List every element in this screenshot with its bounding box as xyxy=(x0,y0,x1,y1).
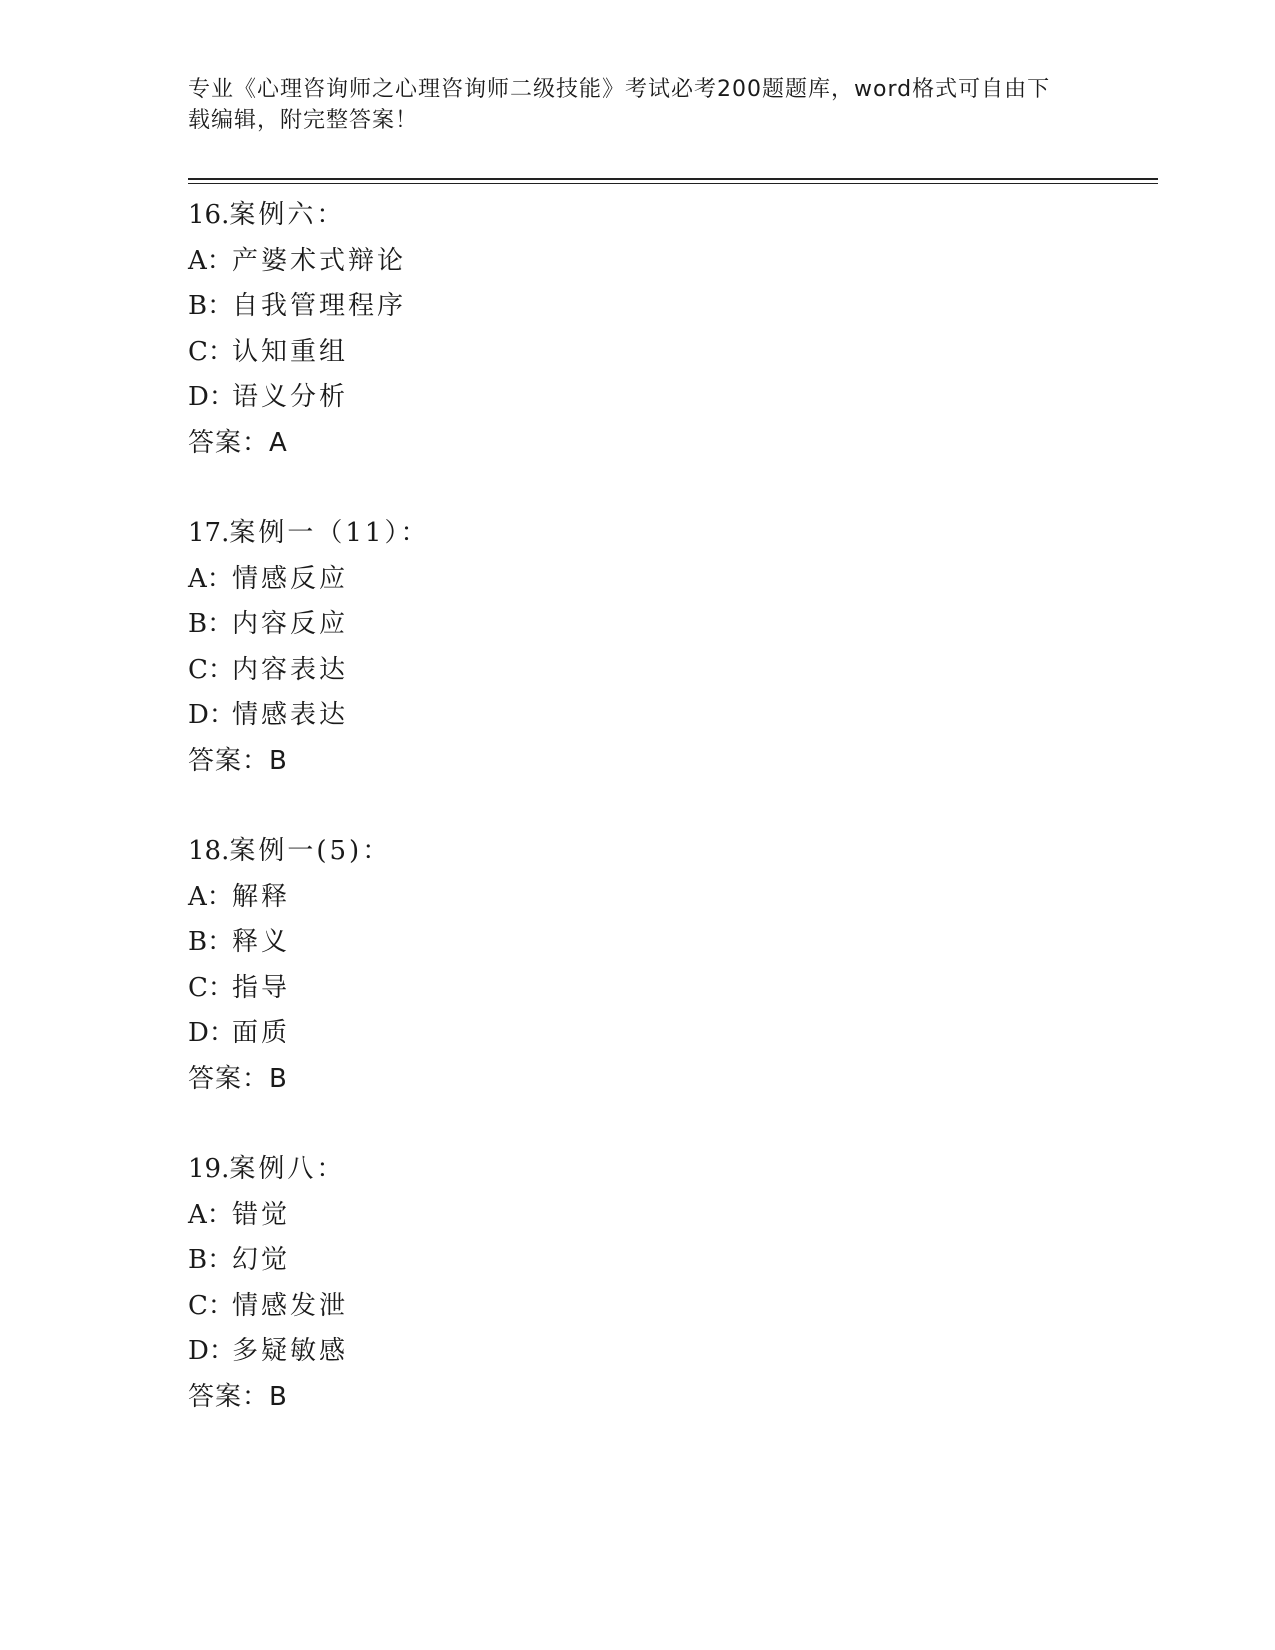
option-letter: A： xyxy=(188,881,233,912)
option-text: 多疑敏感 xyxy=(232,1336,349,1366)
option-letter: C： xyxy=(188,654,234,685)
question-19 xyxy=(188,1147,1148,1420)
question-text: 案例六： xyxy=(229,200,346,230)
option-text: 情感发泄 xyxy=(232,1290,349,1321)
question-list xyxy=(188,193,1148,1465)
option-a xyxy=(188,239,1148,285)
option-text: 内容表达 xyxy=(232,654,349,685)
question-number: 16. xyxy=(188,200,230,230)
answer-line: 答案：B xyxy=(188,1381,288,1412)
option-d xyxy=(188,693,1148,739)
option-letter: C： xyxy=(188,1290,234,1321)
question-stem xyxy=(188,511,1148,557)
question-text: 案例一(5)： xyxy=(229,836,392,866)
option-letter: B： xyxy=(188,927,234,957)
option-c xyxy=(188,330,1148,376)
option-text: 幻觉 xyxy=(232,1245,291,1275)
option-text: 情感表达 xyxy=(232,700,349,730)
answer-line: 答案：B xyxy=(188,1063,288,1094)
option-b xyxy=(188,602,1148,648)
option-letter: D： xyxy=(188,1018,235,1048)
option-c xyxy=(188,966,1148,1012)
question-number: 17. xyxy=(188,518,230,548)
option-a xyxy=(188,875,1148,921)
option-letter: B： xyxy=(188,291,234,321)
option-text: 自我管理程序 xyxy=(232,291,407,321)
option-letter: A： xyxy=(188,563,233,594)
option-letter: B： xyxy=(188,1245,234,1275)
option-letter: A： xyxy=(188,245,233,276)
question-stem xyxy=(188,193,1148,239)
option-d xyxy=(188,1329,1148,1375)
question-17 xyxy=(188,511,1148,784)
question-18 xyxy=(188,829,1148,1102)
option-letter: D： xyxy=(188,700,235,730)
option-text: 错觉 xyxy=(232,1199,291,1230)
header-rule-thick xyxy=(188,178,1158,180)
option-text: 解释 xyxy=(232,881,291,912)
document-intro: 专业《心理咨询师之心理咨询师二级技能》考试必考200题题库，word格式可自由下载编辑，附完整答案！ xyxy=(188,77,1051,133)
option-letter: B： xyxy=(188,609,234,639)
answer-line: 答案：B xyxy=(188,745,288,776)
option-text: 产婆术式辩论 xyxy=(232,245,407,276)
question-16 xyxy=(188,193,1148,466)
option-d xyxy=(188,375,1148,421)
option-a xyxy=(188,1193,1148,1239)
option-text: 面质 xyxy=(232,1018,291,1048)
option-text: 语义分析 xyxy=(232,382,349,412)
question-text: 案例八： xyxy=(229,1154,346,1184)
option-a xyxy=(188,557,1148,603)
question-text: 案例一（11）： xyxy=(229,518,430,548)
header-rule-thin xyxy=(188,183,1158,184)
option-text: 认知重组 xyxy=(232,336,349,367)
question-number: 18. xyxy=(188,836,230,866)
question-number: 19. xyxy=(188,1154,230,1184)
option-c xyxy=(188,648,1148,694)
option-b xyxy=(188,920,1148,966)
option-b xyxy=(188,284,1148,330)
question-stem xyxy=(188,1147,1148,1193)
answer-line: 答案：A xyxy=(188,427,288,458)
option-text: 释义 xyxy=(232,927,291,957)
option-letter: D： xyxy=(188,382,235,412)
option-b xyxy=(188,1238,1148,1284)
option-letter: A： xyxy=(188,1199,233,1230)
option-text: 内容反应 xyxy=(232,609,349,639)
option-text: 指导 xyxy=(232,972,291,1003)
option-letter: D： xyxy=(188,1336,235,1366)
option-text: 情感反应 xyxy=(232,563,349,594)
option-letter: C： xyxy=(188,972,234,1003)
question-stem xyxy=(188,829,1148,875)
option-letter: C： xyxy=(188,336,234,367)
option-d xyxy=(188,1011,1148,1057)
option-c xyxy=(188,1284,1148,1330)
